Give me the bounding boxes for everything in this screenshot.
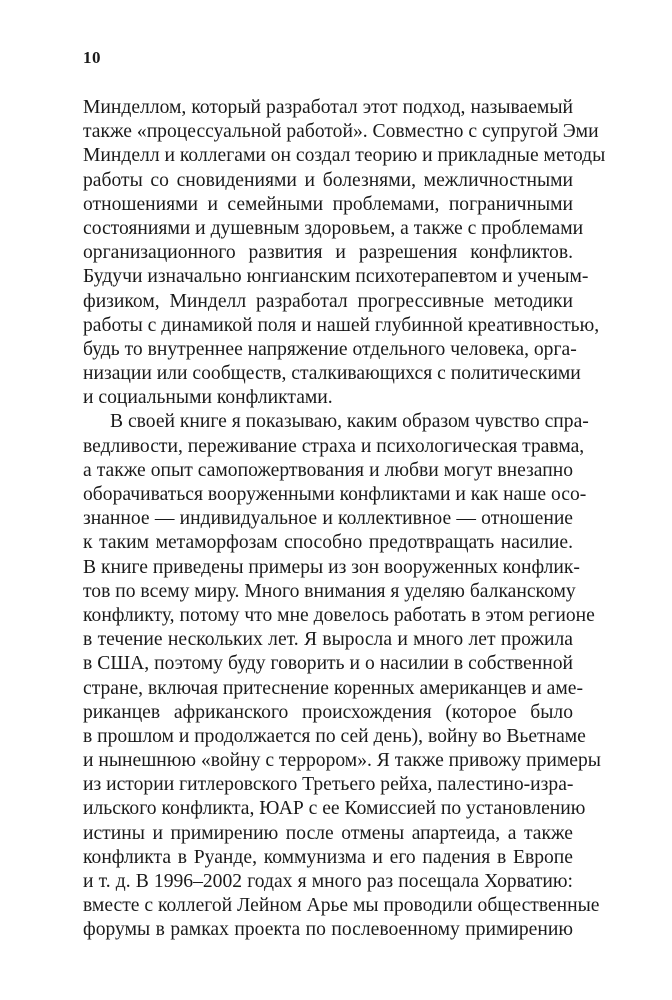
text-line: работы с динамикой поля и нашей глубинной креативностью, (83, 314, 600, 336)
paragraph (83, 96, 606, 410)
text-line: ведливости, переживание страха и психологическая травма, (83, 435, 585, 457)
text-line: физиком, Минделл разработал прогрессивные методики (83, 290, 573, 312)
text-line: конфликту, потому что мне довелось работать в этом регионе (83, 604, 595, 626)
page-number: 10 (83, 48, 101, 67)
text-line: и т. д. В 1996–2002 годах я много раз посещала Хорватию: (83, 871, 573, 892)
text-line: В своей книге я показываю, каким образом чувство спра- (110, 411, 589, 433)
text-line: работы со сновидениями и болезнями, межличностными (83, 169, 573, 191)
text-line: Минделлом, который разработал этот подход, называемый (83, 97, 573, 118)
text-line: низации или сообществ, сталкивающихся с политическими (83, 363, 581, 385)
text-line: в прошлом и продолжается по сей день), войну во Вьетнаме (83, 725, 586, 747)
text-line: риканцев африканского происхождения (которое было (83, 701, 573, 723)
text-line: будь то внутреннее напряжение отдельного человека, орга- (83, 338, 577, 360)
text-line: и социальными конфликтами. (83, 387, 333, 409)
body-text (83, 96, 606, 943)
text-line: Минделл и коллегами он создал теорию и прикладные методы (83, 145, 606, 167)
text-line: Будучи изначально юнгианским психотерапевтом и ученым- (83, 266, 589, 288)
text-line: в США, поэтому буду говорить и о насилии в собственной (83, 653, 573, 675)
text-line: отношениями и семейными проблемами, пограничными (83, 193, 573, 215)
text-line: тов по всему миру. Много внимания я уделяю балканскому (83, 580, 576, 602)
text-line: а также опыт самопожертвования и любви могут внезапно (83, 459, 573, 481)
text-line: истины и примирению после отмены апартеида, а также (83, 822, 573, 844)
text-line: к таким метаморфозам способно предотвращать насилие. (83, 532, 573, 554)
text-line: и нынешнюю «войну с террором». Я также привожу примеры (83, 750, 601, 772)
text-line: оборачиваться вооруженными конфликтами и как наше осо- (83, 484, 587, 505)
text-line: форумы в рамках проекта по послевоенному примирению (83, 919, 573, 941)
text-line: ильского конфликта, ЮАР с ее Комиссией по установлению (83, 798, 586, 820)
text-line: в течение нескольких лет. Я выросла и много лет прожила (83, 629, 573, 651)
text-line: вместе с коллегой Лейном Арье мы проводили общественные (83, 895, 600, 917)
text-line: также «процессуальной работой». Совместно с супругой Эми (83, 121, 599, 143)
text-line: стране, включая притеснение коренных американцев и аме- (83, 677, 583, 699)
text-line: знанное — индивидуальное и коллективное — отношение (83, 508, 573, 530)
text-line: организационного развития и разрешения конфликтов. (83, 242, 573, 264)
text-line: из истории гитлеровского Третьего рейха, палестино-изра- (83, 774, 574, 796)
paragraph (83, 410, 601, 942)
text-line: конфликта в Руанде, коммунизма и его падения в Европе (83, 846, 573, 868)
text-line: состояниями и душевным здоровьем, а также с проблемами (83, 217, 584, 239)
text-line: В книге приведены примеры из зон вооруженных конфлик- (83, 556, 580, 578)
